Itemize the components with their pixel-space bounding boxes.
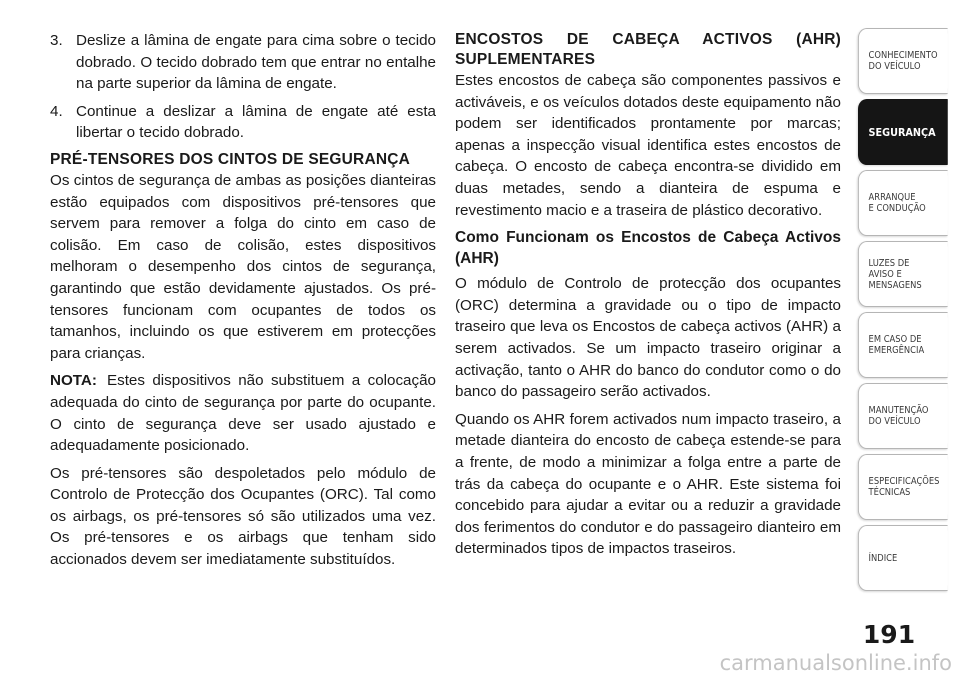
tab-label: ESPECIFICAÇÕES TÉCNICAS — [868, 476, 940, 498]
tab-label: CONHECIMENTO DO VEÍCULO — [868, 50, 938, 72]
list-text: Deslize a lâmina de engate para cima sobre o tecido dobrado. O tecido dobrado tem que entrar no entalhe na parte superior da lâmina de engate. — [76, 32, 436, 93]
section-heading-pretensioners: PRÉ-TENSORES DOS CINTOS DE SEGURANÇA — [50, 150, 411, 168]
tab-indice[interactable] — [858, 525, 948, 591]
tab-em-caso-de-emergencia[interactable] — [858, 312, 948, 378]
tab-manutencao-do-veiculo[interactable] — [858, 383, 948, 449]
section-heading-ahr: ENCOSTOS DE CABEÇA ACTIVOS (AHR) SUPLEMENTARES — [455, 31, 841, 68]
tab-label: ARRANQUE E CONDUÇÃO — [868, 192, 926, 214]
subsection-heading: Como Funcionam os Encostos de Cabeça Activos (AHR) — [455, 229, 841, 268]
tab-label: SEGURANÇA — [868, 125, 936, 139]
tab-label: LUZES DE AVISO E MENSAGENS — [868, 257, 922, 291]
paragraph: Os pré-tensores são despoletados pelo módulo de Controlo de Protecção dos Ocupantes (ORC). Tal como os airbags, os pré-tensores só são utilizados uma vez. Os pré-tensores e os airbags que tenham sido accionados devem ser imediatamente substituídos. — [50, 464, 436, 569]
tab-label: ÍNDICE — [868, 552, 898, 564]
tab-arranque-e-conducao[interactable] — [858, 170, 948, 236]
paragraph: Os cintos de segurança de ambas as posições dianteiras estão equipados com dispositivos pré-tensores que servem para remover a folga do cinto em caso de colisão. Em caso de colisão, estes dispositivos melhoram o desempenho dos cintos de segurança, garantindo que estão devidamente ajustados. Os pré-tensores funcionam com ocupantes de todos os tamanhos, incluindo os que estiverem em protecções para crianças. — [50, 171, 436, 362]
tab-seguranca[interactable] — [858, 99, 948, 165]
chapter-tabs — [858, 28, 960, 596]
tab-conhecimento-do-veiculo[interactable] — [858, 28, 948, 94]
list-item — [50, 30, 436, 95]
tab-label: MANUTENÇÃO DO VEÍCULO — [868, 405, 929, 427]
left-column — [50, 30, 436, 577]
note-paragraph — [50, 370, 436, 456]
list-number: 4. — [50, 102, 63, 120]
tab-label: EM CASO DE EMERGÊNCIA — [868, 334, 925, 356]
paragraph: Quando os AHR forem activados num impacto traseiro, a metade dianteira do encosto de cabeça estende-se para a frente, de modo a minimizar a folga entre a parte de trás da cabeça do ocupante e o AHR. Este sistema foi concebido para ajudar a evitar ou a reduzir a gravidade dos ferimentos do condutor e do passageiro dianteiro em determinados tipos de impactos traseiros. — [455, 410, 841, 558]
paragraph: O módulo de Controlo de protecção dos ocupantes (ORC) determina a gravidade ou o tipo de impacto traseiro que leva os Encostos de cabeça activos (AHR) a serem activados. Se um impacto traseiro originar a activação, tanto o AHR do banco do condutor como o do banco do passageiro serão activados. — [455, 275, 841, 401]
list-item — [50, 101, 436, 144]
page-number: 191 — [862, 620, 916, 649]
note-label: NOTA: — [50, 372, 97, 390]
tab-luzes-de-aviso[interactable] — [858, 241, 948, 307]
right-column — [455, 30, 841, 566]
paragraph: Estes encostos de cabeça são componentes passivos e activáveis, e os veículos dotados deste equipamento não podem ser identificados prontamente por marcas; apenas a inspecção visual identifica estes encostos de cabeça. O encosto de cabeça encontra-se dividido em duas metades, sendo a dianteira de espuma e revestimento macio e a traseira de plástico decorativo. — [455, 72, 841, 219]
watermark: carmanualsonline.info — [719, 651, 952, 675]
note-text: Estes dispositivos não substituem a colocação adequada do cinto de segurança por parte do ocupante. O cinto de segurança deve ser usado ajustado e adequadamente posicionado. — [50, 372, 436, 455]
list-number: 3. — [50, 32, 63, 49]
list-text: Continue a deslizar a lâmina de engate até esta libertar o tecido dobrado. — [76, 102, 436, 142]
tab-especificacoes-tecnicas[interactable] — [858, 454, 948, 520]
